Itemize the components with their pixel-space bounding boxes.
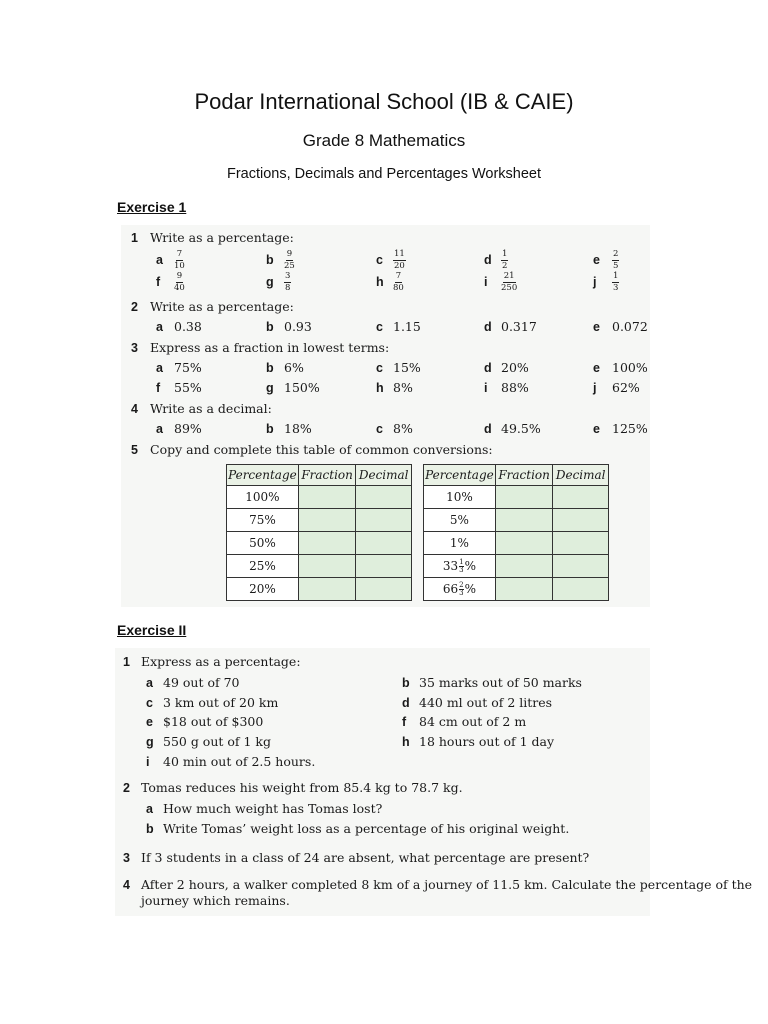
table-row: [424, 486, 609, 509]
percentage-cell: 25%: [227, 555, 299, 578]
denominator: 3: [613, 282, 619, 293]
question-text: Tomas reduces his weight from 85.4 kg to 78.7 kg.: [141, 780, 463, 795]
item-value: 6%: [284, 360, 304, 375]
question-number: 4: [123, 878, 130, 892]
item-value: 1.15: [393, 319, 421, 334]
item-text: How much weight has Tomas lost?: [163, 801, 383, 816]
table-row: [227, 532, 412, 555]
numerator: 7: [395, 271, 402, 281]
school-title: Podar International School (IB & CAIE): [194, 89, 574, 114]
item-letter: f: [402, 715, 407, 729]
item-value: 18%: [284, 421, 312, 436]
item-value: 62%: [612, 380, 640, 395]
table-row: [424, 509, 609, 532]
denominator: 5: [613, 260, 619, 271]
percent-sign: %: [464, 558, 476, 573]
question-number: 3: [123, 851, 130, 865]
fraction-cell-blank[interactable]: [298, 555, 356, 578]
table-row: [227, 486, 412, 509]
item-value: 0.072: [612, 319, 648, 334]
item-value: 49.5%: [501, 421, 541, 436]
header-fraction: Fraction: [495, 465, 553, 486]
question-text: Write as a decimal:: [150, 401, 272, 416]
item-value: 8%: [393, 380, 413, 395]
item-value: 20%: [501, 360, 529, 375]
item-letter: i: [484, 381, 488, 395]
item-text: 18 hours out of 1 day: [419, 734, 555, 749]
item-letter: b: [266, 320, 274, 334]
question-number: 1: [131, 231, 138, 245]
grade-title: Grade 8 Mathematics: [302, 131, 466, 150]
item-letter: g: [146, 735, 154, 749]
decimal-cell-blank[interactable]: [356, 532, 412, 555]
question-number: 4: [131, 402, 138, 416]
numerator: 1: [459, 557, 464, 566]
denominator: 40: [174, 282, 185, 293]
table-row: [227, 555, 412, 578]
question-text-line1: After 2 hours, a walker completed 8 km of a journey of 11.5 km. Calculate the percentage of the: [141, 877, 753, 892]
numerator: 1: [502, 249, 508, 259]
question-text: If 3 students in a class of 24 are absent, what percentage are present?: [141, 850, 590, 865]
question-number: 2: [131, 300, 138, 314]
item-text: 3 km out of 20 km: [163, 695, 279, 710]
numerator: 21: [503, 271, 515, 281]
fraction-cell-blank[interactable]: [298, 486, 356, 509]
item-letter: f: [156, 275, 161, 289]
mixed-fraction: [459, 559, 463, 574]
denominator: 25: [284, 260, 295, 271]
header-fraction: Fraction: [298, 465, 356, 486]
fraction: [612, 272, 619, 292]
fraction-cell-blank[interactable]: [298, 532, 356, 555]
decimal-cell-blank[interactable]: [356, 509, 412, 532]
item-letter: e: [146, 715, 153, 729]
numerator: 2: [459, 580, 464, 589]
numerator: 9: [286, 249, 293, 259]
fraction: [174, 250, 185, 270]
item-letter: g: [266, 275, 274, 289]
table-row: [424, 555, 609, 578]
item-letter: h: [402, 735, 410, 749]
item-text: 35 marks out of 50 marks: [419, 675, 582, 690]
question-text: Express as a percentage:: [141, 654, 301, 669]
table-row: [424, 578, 609, 601]
item-letter: e: [593, 422, 600, 436]
item-letter: b: [266, 253, 274, 267]
denominator: 80: [393, 282, 404, 293]
numerator: 7: [176, 249, 183, 259]
worksheet-title: Fractions, Decimals and Percentages Worksheet: [226, 166, 542, 182]
decimal-cell-blank[interactable]: [356, 578, 412, 601]
table-row: [424, 532, 609, 555]
item-letter: d: [484, 320, 492, 334]
decimal-cell-blank[interactable]: [553, 509, 609, 532]
fraction: [284, 250, 295, 270]
fraction: [174, 272, 185, 292]
decimal-cell-blank[interactable]: [356, 486, 412, 509]
item-letter: c: [146, 696, 153, 710]
item-value: 75%: [174, 360, 202, 375]
item-letter: a: [146, 802, 153, 816]
item-letter: c: [376, 361, 383, 375]
numerator: 1: [613, 271, 619, 281]
question-number: 5: [131, 443, 138, 457]
question-number: 3: [131, 341, 138, 355]
denominator: 8: [285, 282, 291, 293]
item-letter: h: [376, 275, 384, 289]
question-text: Write as a percentage:: [150, 230, 294, 245]
decimal-cell-blank[interactable]: [356, 555, 412, 578]
item-value: 100%: [612, 360, 648, 375]
percentage-cell: 5%: [424, 509, 496, 532]
item-letter: i: [146, 755, 150, 769]
conversion-table-right: [423, 464, 609, 601]
numerator: 2: [613, 249, 619, 259]
item-letter: e: [593, 361, 600, 375]
item-letter: g: [266, 381, 274, 395]
decimal-cell-blank[interactable]: [553, 532, 609, 555]
item-text: 440 ml out of 2 litres: [419, 695, 553, 710]
decimal-cell-blank[interactable]: [553, 578, 609, 601]
fraction: [612, 250, 619, 270]
table-row: [227, 509, 412, 532]
fraction-cell-blank[interactable]: [495, 555, 553, 578]
item-letter: a: [156, 320, 163, 334]
item-letter: c: [376, 422, 383, 436]
decimal-cell-blank[interactable]: [553, 486, 609, 509]
item-letter: b: [402, 676, 410, 690]
item-text: 40 min out of 2.5 hours.: [163, 754, 316, 769]
item-text: Write Tomas’ weight loss as a percentage of his original weight.: [163, 821, 570, 836]
item-letter: a: [156, 361, 163, 375]
question-number: 1: [123, 655, 130, 669]
fraction-cell-blank[interactable]: [298, 578, 356, 601]
question-text: Express as a fraction in lowest terms:: [150, 340, 390, 355]
item-value: 88%: [501, 380, 529, 395]
item-letter: a: [156, 253, 163, 267]
numerator: 9: [176, 271, 183, 281]
fraction-cell-blank[interactable]: [495, 578, 553, 601]
fraction: [501, 250, 508, 270]
numerator: 11: [394, 249, 405, 259]
item-text: 49 out of 70: [163, 675, 240, 690]
fraction: [393, 250, 406, 270]
question-text-line2: journey which remains.: [141, 893, 290, 908]
table-row: [227, 578, 412, 601]
item-letter: b: [146, 822, 154, 836]
header-decimal: Decimal: [553, 465, 609, 486]
denominator: 250: [501, 282, 518, 293]
whole-number: 66: [442, 581, 459, 596]
fraction-cell-blank[interactable]: [298, 509, 356, 532]
item-value: 125%: [612, 421, 648, 436]
decimal-cell-blank[interactable]: [553, 555, 609, 578]
item-text: 550 g out of 1 kg: [163, 734, 272, 749]
fraction: [284, 272, 291, 292]
item-letter: d: [402, 696, 410, 710]
fraction-cell-blank[interactable]: [495, 509, 553, 532]
whole-number: 33: [442, 558, 459, 573]
item-letter: f: [156, 381, 161, 395]
percentage-cell: [424, 578, 496, 601]
denominator: 3: [459, 565, 464, 574]
numerator: 3: [285, 271, 291, 281]
item-value: 150%: [284, 380, 320, 395]
item-letter: a: [146, 676, 153, 690]
item-value: 89%: [174, 421, 202, 436]
fraction-cell-blank[interactable]: [495, 486, 553, 509]
exercise-2-heading: Exercise II: [117, 622, 187, 638]
question-number: 2: [123, 781, 130, 795]
item-letter: h: [376, 381, 384, 395]
denominator: 2: [502, 260, 508, 271]
item-value: 8%: [393, 421, 413, 436]
denominator: 3: [459, 588, 464, 597]
item-letter: i: [484, 275, 488, 289]
item-text: 84 cm out of 2 m: [419, 714, 527, 729]
percentage-cell: 75%: [227, 509, 299, 532]
question-text: Copy and complete this table of common conversions:: [150, 442, 493, 457]
percentage-cell: [424, 555, 496, 578]
percentage-cell: 20%: [227, 578, 299, 601]
mixed-fraction: [459, 582, 463, 597]
fraction-cell-blank[interactable]: [495, 532, 553, 555]
header-decimal: Decimal: [356, 465, 412, 486]
item-value: 0.317: [501, 319, 537, 334]
item-letter: b: [266, 361, 274, 375]
item-value: 0.38: [174, 319, 202, 334]
item-letter: c: [376, 320, 383, 334]
item-text: $18 out of $300: [163, 714, 264, 729]
percentage-cell: 50%: [227, 532, 299, 555]
item-letter: b: [266, 422, 274, 436]
exercise-1-heading: Exercise 1: [117, 199, 187, 215]
item-letter: j: [593, 275, 597, 289]
percentage-cell: 1%: [424, 532, 496, 555]
item-letter: e: [593, 253, 600, 267]
item-letter: a: [156, 422, 163, 436]
fraction: [501, 272, 517, 292]
item-letter: c: [376, 253, 383, 267]
item-value: 0.93: [284, 319, 312, 334]
denominator: 10: [174, 260, 185, 271]
item-value: 55%: [174, 380, 202, 395]
header-percentage: Percentage: [227, 465, 299, 486]
question-text: Write as a percentage:: [150, 299, 294, 314]
percentage-cell: 100%: [227, 486, 299, 509]
item-letter: d: [484, 422, 492, 436]
fraction: [393, 272, 404, 292]
item-letter: d: [484, 253, 492, 267]
header-percentage: Percentage: [424, 465, 496, 486]
percent-sign: %: [464, 581, 476, 596]
item-letter: j: [593, 381, 597, 395]
conversion-table-left: [226, 464, 412, 601]
denominator: 20: [394, 260, 405, 271]
item-letter: e: [593, 320, 600, 334]
item-letter: d: [484, 361, 492, 375]
percentage-cell: 10%: [424, 486, 496, 509]
item-value: 15%: [393, 360, 421, 375]
